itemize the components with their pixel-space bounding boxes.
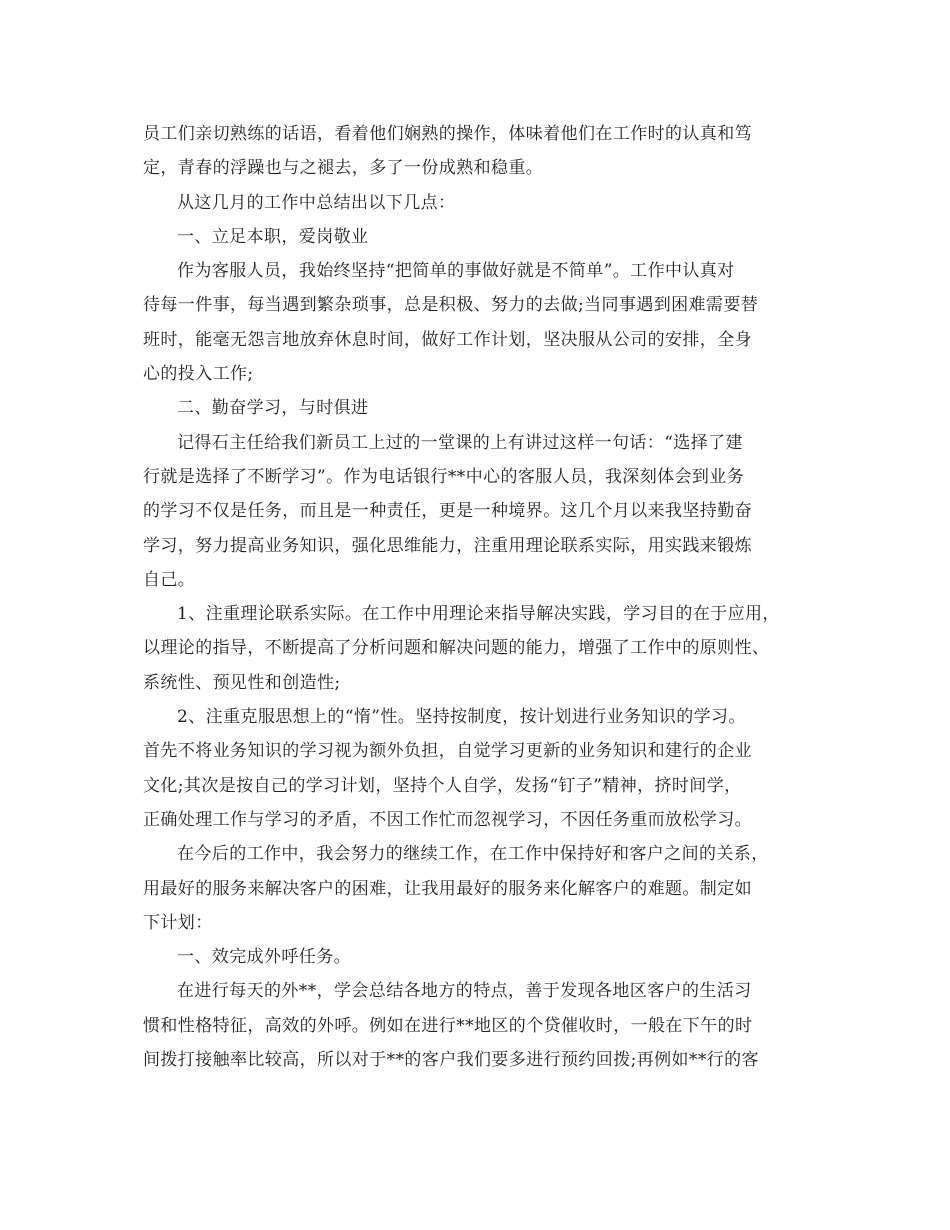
text-line: 的学习不仅是任务，而且是一种责任，更是一种境界。这几个月以来我坚持勤奋 (143, 501, 752, 522)
text-line: 记得石主任给我们新员工上过的一堂课的上有讲过这样一句话：“选择了建 (177, 432, 743, 453)
text-line: 在进行每天的外**，学会总结各地方的特点，善于发现各地区客户的生活习 (177, 981, 752, 1002)
text-line: 行就是选择了不断学习”。作为电话银行**中心的客服人员，我深刻体会到业务 (143, 466, 745, 487)
text-line: 作为客服人员，我始终坚持“把简单的事做好就是不简单”。工作中认真对 (177, 261, 735, 282)
text-line: 学习，努力提高业务知识，强化思维能力，注重用理论联系实际，用实践来锻炼 (143, 535, 752, 556)
text-line: 自己。 (143, 569, 196, 590)
text-line: 员工们亲切熟练的话语，看着他们娴熟的操作，体味着他们在工作时的认真和笃 (143, 124, 752, 144)
document-body (143, 117, 807, 1077)
text-line: 班时，能毫无怨言地放弃休息时间，做好工作计划，坚决服从公司的安排，全身 (143, 329, 752, 350)
text-line: 首先不将业务知识的学习视为额外负担，自觉学习更新的业务知识和建行的企业 (143, 741, 752, 762)
text-line: 下计划： (143, 912, 213, 933)
text-line: 一、效完成外呼任务。 (177, 947, 351, 968)
text-line: 文化;其次是按自己的学习计划，坚持个人自学，发扬“钉子”精神，挤时间学， (143, 775, 742, 796)
text-line: 2、注重克服思想上的“惰”性。坚持按制度，按计划进行业务知识的学习。 (177, 707, 746, 728)
text-line: 以理论的指导，不断提高了分析问题和解决问题的能力，增强了工作中的原则性、 (143, 638, 770, 659)
text-line: 1、注重理论联系实际。在工作中用理论来指导解决实践，学习目的在于应用， (177, 604, 780, 625)
text-line: 间拨打接触率比较高，所以对于**的客户我们要多进行预约回拨;再例如**行的客 (143, 1050, 759, 1071)
text-line: 定，青春的浮躁也与之褪去，多了一份成熟和稳重。 (143, 158, 544, 179)
text-line: 待每一件事，每当遇到繁杂琐事，总是积极、努力的去做;当同事遇到困难需要替 (143, 295, 759, 316)
text-line: 一、立足本职，爱岗敬业 (177, 226, 369, 247)
text-line: 系统性、预见性和创造性; (143, 672, 341, 693)
text-line: 心的投入工作; (143, 364, 254, 385)
text-line: 二、勤奋学习，与时俱进 (177, 398, 369, 419)
text-line: 惯和性格特征，高效的外呼。例如在进行**地区的个贷催收时，一般在下午的时 (143, 1015, 753, 1036)
text-line: 用最好的服务来解决客户的困难，让我用最好的服务来化解客户的难题。制定如 (143, 878, 752, 899)
text-line: 正确处理工作与学习的矛盾，不因工作忙而忽视学习，不因任务重而放松学习。 (143, 809, 752, 830)
text-line: 在今后的工作中，我会努力的继续工作，在工作中保持好和客户之间的关系， (177, 844, 769, 865)
text-line: 从这几月的工作中总结出以下几点： (177, 192, 456, 213)
